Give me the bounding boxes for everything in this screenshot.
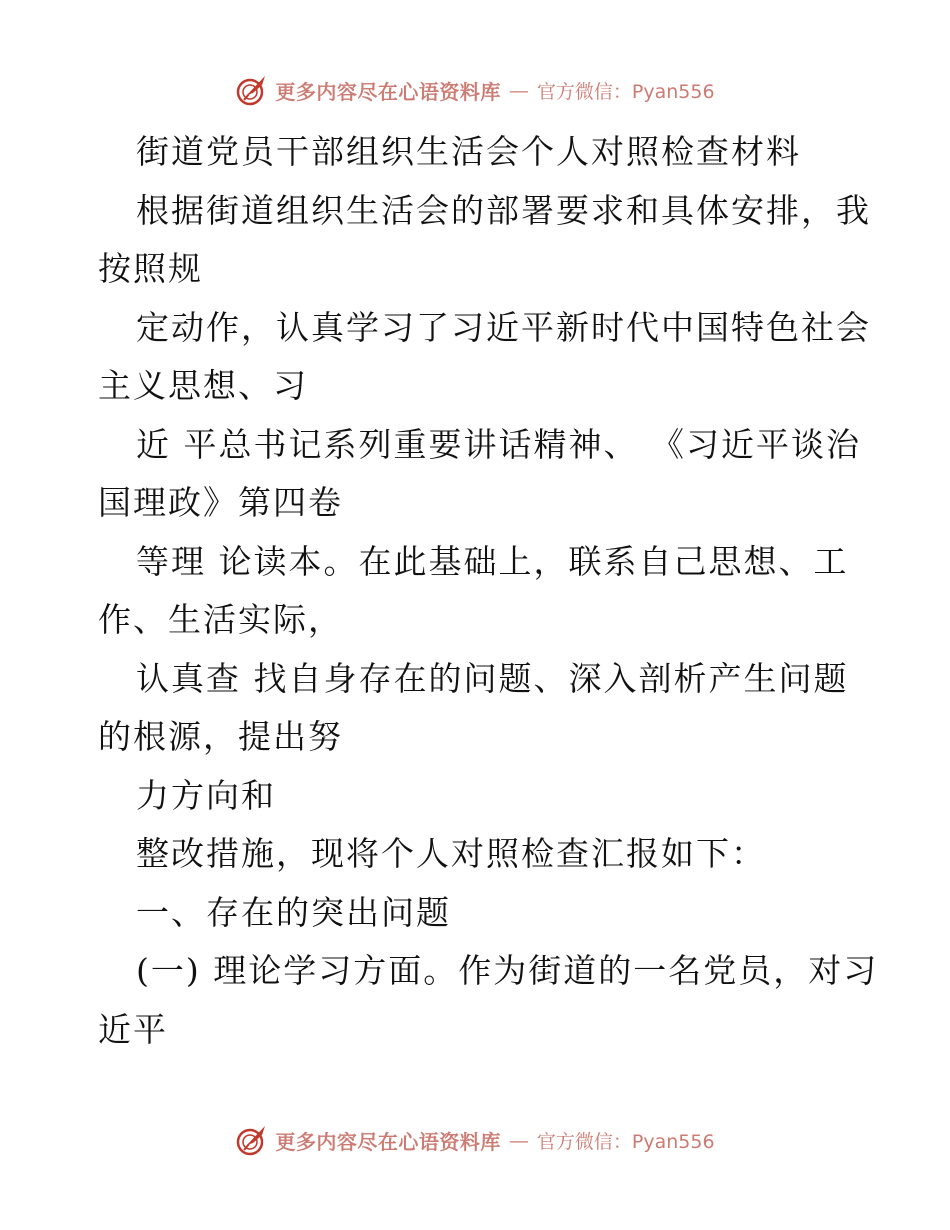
body-line: (一) 理论学习方面。作为街道的一名党员，对习	[136, 951, 879, 990]
body-line: 等理 论读本。在此基础上，联系自己思想、工	[136, 541, 849, 581]
body-line: 根据街道组织生活会的部署要求和具体安排，我	[136, 190, 871, 230]
body-line: 认真查 找自身存在的问题、深入剖析产生问题	[136, 658, 849, 698]
body-line: 定动作，认真学习了习近平新时代中国特色社会	[136, 307, 871, 347]
watermark-dash: —	[508, 1128, 529, 1152]
body-line: 作、生活实际，	[98, 600, 343, 639]
quill-logo-icon	[235, 1123, 269, 1157]
header-watermark	[0, 68, 950, 112]
body-line: 按照规	[98, 249, 203, 288]
document-title: 街道党员干部组织生活会个人对照检查材料	[136, 132, 801, 171]
footer-watermark	[0, 1118, 950, 1162]
section-heading: 一、存在的突出问题	[136, 892, 451, 932]
watermark-sub-text: 官方微信：Pyan556	[536, 80, 715, 103]
body-line: 主义思想、习	[98, 366, 308, 405]
watermark-main-text: 更多内容尽在心语资料库	[275, 79, 501, 104]
body-line: 的根源，提出努	[98, 717, 343, 756]
body-line: 整改措施，现将个人对照检查汇报如下：	[136, 834, 766, 873]
body-line: 近 平总书记系列重要讲话精神、 《习近平谈治	[136, 424, 861, 464]
quill-logo-icon	[235, 73, 269, 107]
body-line: 力方向和	[136, 775, 276, 815]
watermark-sub-text: 官方微信：Pyan556	[536, 1130, 715, 1153]
body-line: 近平	[98, 1009, 168, 1049]
watermark-dash: —	[508, 78, 529, 102]
body-line: 国理政》第四卷	[98, 483, 343, 522]
watermark-main-text: 更多内容尽在心语资料库	[275, 1129, 501, 1154]
document-body	[98, 123, 879, 1059]
